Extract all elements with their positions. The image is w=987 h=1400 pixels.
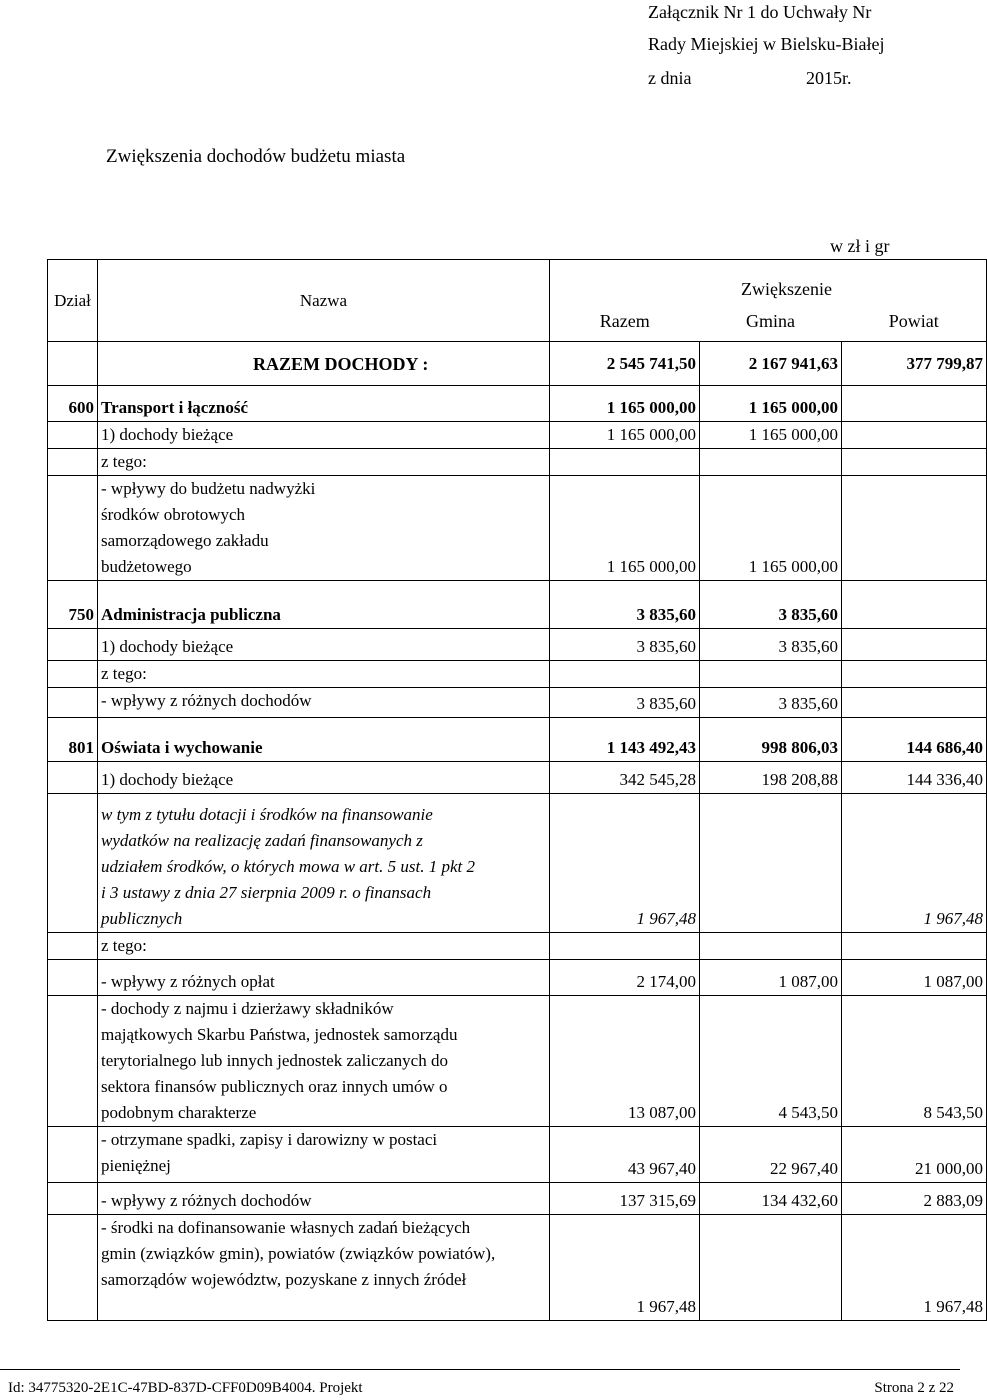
table-row	[48, 794, 987, 933]
section-dzial: 801	[48, 718, 98, 762]
attachment-line-1: Załącznik Nr 1 do Uchwały Nr	[648, 2, 872, 22]
row-name: - wpływy z różnych opłat	[98, 960, 550, 996]
row-gmina	[700, 449, 842, 476]
row-razem: 1 165 000,00	[550, 476, 700, 581]
row-gmina: 22 967,40	[700, 1127, 842, 1183]
section-powiat: 144 686,40	[842, 718, 987, 762]
row-name: z tego:	[98, 449, 550, 476]
table-row	[48, 996, 987, 1127]
row-powiat	[842, 661, 987, 688]
page-footer	[0, 1369, 960, 1400]
section-dzial: 600	[48, 386, 98, 422]
header-gmina: Gmina	[700, 302, 842, 342]
row-powiat: 1 087,00	[842, 960, 987, 996]
table-row	[48, 762, 987, 794]
section-gmina: 998 806,03	[700, 718, 842, 762]
row-powiat: 2 883,09	[842, 1183, 987, 1215]
total-label: RAZEM DOCHODY :	[98, 342, 550, 386]
section-razem: 1 143 492,43	[550, 718, 700, 762]
document-title: Zwiększenia dochodów budżetu miasta	[106, 146, 406, 167]
section-gmina: 3 835,60	[700, 581, 842, 629]
row-razem	[550, 661, 700, 688]
total-gmina: 2 167 941,63	[700, 342, 842, 386]
section-powiat	[842, 581, 987, 629]
row-razem: 1 165 000,00	[550, 422, 700, 449]
section-name: Administracja publiczna	[98, 581, 550, 629]
section-row-600	[48, 386, 987, 422]
section-razem: 3 835,60	[550, 581, 700, 629]
row-razem	[550, 449, 700, 476]
row-name: z tego:	[98, 661, 550, 688]
table-row	[48, 661, 987, 688]
row-powiat: 1 967,48	[842, 794, 987, 933]
row-name: 1) dochody bieżące	[98, 422, 550, 449]
row-gmina: 198 208,88	[700, 762, 842, 794]
attachment-date-year: 2015r.	[806, 68, 852, 88]
row-name: - dochody z najmu i dzierżawy składników majątkowych Skarbu Państwa, jednostek samorządu terytorialnego lub innych jednostek zaliczanych do sektora finansów publicznych oraz innych umów o podobnym charakterze	[98, 996, 550, 1127]
header-razem: Razem	[550, 302, 700, 342]
section-powiat	[842, 386, 987, 422]
row-name: 1) dochody bieżące	[98, 762, 550, 794]
table-row	[48, 449, 987, 476]
row-gmina: 3 835,60	[700, 629, 842, 661]
row-razem: 1 967,48	[550, 794, 700, 933]
row-powiat	[842, 688, 987, 718]
row-razem: 342 545,28	[550, 762, 700, 794]
table-row	[48, 629, 987, 661]
row-name: z tego:	[98, 933, 550, 960]
section-row-750	[48, 581, 987, 629]
row-name: - środki na dofinansowanie własnych zadań bieżących gmin (związków gmin), powiatów (związków powiatów), samorządów województw, pozyskane z innych źródeł	[98, 1215, 550, 1321]
attachment-line-2: Rady Miejskiej w Bielsku-Białej	[648, 34, 885, 54]
row-name: 1) dochody bieżące	[98, 629, 550, 661]
row-gmina: 1 165 000,00	[700, 476, 842, 581]
row-powiat: 144 336,40	[842, 762, 987, 794]
row-razem: 2 174,00	[550, 960, 700, 996]
row-gmina	[700, 1215, 842, 1321]
row-powiat	[842, 629, 987, 661]
footer-page-number: Strona 2 z 22	[874, 1380, 954, 1396]
row-powiat: 21 000,00	[842, 1127, 987, 1183]
header-row-1	[48, 260, 987, 302]
row-name: - wpływy z różnych dochodów	[98, 688, 550, 718]
header-zwiekszenie: Zwiększenie	[550, 260, 987, 302]
attachment-date-label: z dnia	[648, 68, 692, 88]
table-row	[48, 1127, 987, 1183]
section-gmina: 1 165 000,00	[700, 386, 842, 422]
header-nazwa: Nazwa	[98, 260, 550, 342]
row-powiat: 1 967,48	[842, 1215, 987, 1321]
footer-document-id: Id: 34775320-2E1C-47BD-837D-CFF0D09B4004. Projekt	[8, 1380, 363, 1396]
table-row	[48, 1215, 987, 1321]
row-name: - wpływy do budżetu nadwyżki środków obrotowych samorządowego zakładu budżetowego	[98, 476, 550, 581]
row-razem: 3 835,60	[550, 688, 700, 718]
section-row-801	[48, 718, 987, 762]
row-powiat: 8 543,50	[842, 996, 987, 1127]
table-row	[48, 476, 987, 581]
row-name: - wpływy z różnych dochodów	[98, 1183, 550, 1215]
total-powiat: 377 799,87	[842, 342, 987, 386]
section-name: Oświata i wychowanie	[98, 718, 550, 762]
table-row	[48, 688, 987, 718]
row-powiat	[842, 476, 987, 581]
row-gmina: 1 087,00	[700, 960, 842, 996]
row-gmina	[700, 794, 842, 933]
table-row	[48, 422, 987, 449]
row-powiat	[842, 422, 987, 449]
row-name: w tym z tytułu dotacji i środków na finansowanie wydatków na realizację zadań finansowanych z udziałem środków, o których mowa w art. 5 ust. 1 pkt 2 i 3 ustawy z dnia 27 sierpnia 2009 r. o finansach publicznych	[98, 794, 550, 933]
row-razem: 137 315,69	[550, 1183, 700, 1215]
header-dzial: Dział	[48, 260, 98, 342]
unit-label: w zł i gr	[830, 236, 890, 256]
row-razem: 13 087,00	[550, 996, 700, 1127]
row-razem: 3 835,60	[550, 629, 700, 661]
total-row	[48, 342, 987, 386]
total-razem: 2 545 741,50	[550, 342, 700, 386]
row-gmina	[700, 661, 842, 688]
row-powiat	[842, 449, 987, 476]
row-razem: 43 967,40	[550, 1127, 700, 1183]
section-name: Transport i łączność	[98, 386, 550, 422]
row-gmina: 1 165 000,00	[700, 422, 842, 449]
row-gmina: 4 543,50	[700, 996, 842, 1127]
row-razem	[550, 933, 700, 960]
row-gmina: 3 835,60	[700, 688, 842, 718]
row-razem: 1 967,48	[550, 1215, 700, 1321]
table-row	[48, 1183, 987, 1215]
section-razem: 1 165 000,00	[550, 386, 700, 422]
row-powiat	[842, 933, 987, 960]
section-dzial: 750	[48, 581, 98, 629]
row-gmina: 134 432,60	[700, 1183, 842, 1215]
table-row	[48, 933, 987, 960]
row-gmina	[700, 933, 842, 960]
table-row	[48, 960, 987, 996]
header-powiat: Powiat	[842, 302, 987, 342]
row-name: - otrzymane spadki, zapisy i darowizny w postaci pieniężnej	[98, 1127, 550, 1183]
budget-table	[47, 259, 987, 1321]
